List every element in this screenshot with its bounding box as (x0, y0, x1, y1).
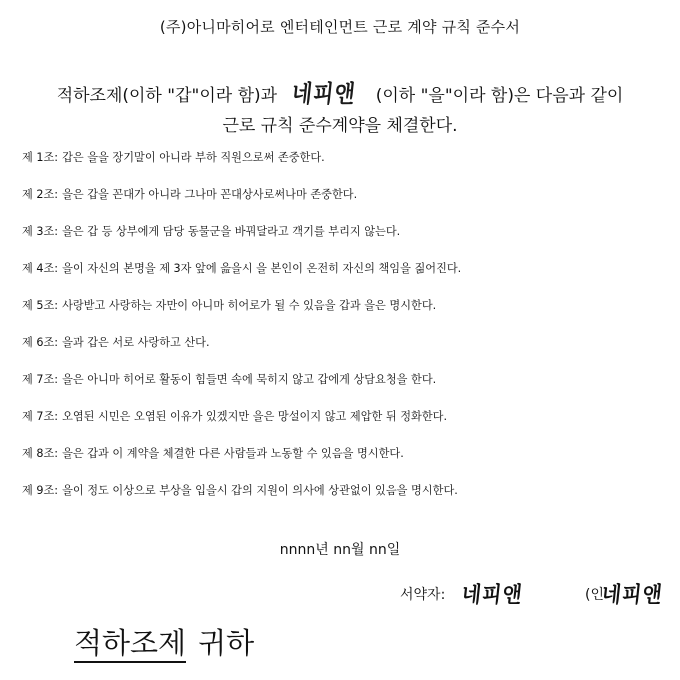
addressee-name: 적하조제 (74, 626, 186, 663)
article-item (22, 336, 662, 373)
article-number: 제 6조: (22, 336, 59, 349)
intro-line-2: 근로 규칙 준수계약을 체결한다. (222, 116, 458, 136)
article-number: 제 1조: (22, 151, 59, 164)
article-text: 을이 자신의 본명을 제 3자 앞에 읊을시 을 본인이 온전히 자신의 책임을 짊어진다. (62, 262, 462, 275)
article-text: 을이 정도 이상으로 부상을 입을시 갑의 지원이 의사에 상관없이 있음을 명시한다. (62, 484, 458, 497)
article-item (22, 484, 662, 521)
article-text: 사랑받고 사랑하는 자만이 아니마 히어로가 될 수 있음을 갑과 을은 명시한다. (62, 299, 437, 312)
party-b-text: (이하 "을"이라 함)은 다음과 같이 (375, 86, 624, 106)
intro-line-1 (0, 78, 680, 108)
article-number: 제 2조: (22, 188, 59, 201)
signer-signature: 네피앤 (460, 580, 525, 608)
party-a-text: 적하조제(이하 "갑"이라 함)과 (56, 86, 278, 106)
article-text: 을은 갑 등 상부에게 담당 동물군을 바꿔달라고 객기를 부리지 않는다. (62, 225, 401, 238)
article-text: 을은 갑을 꼰대가 아니라 그나마 꼰대상사로써나마 존중한다. (62, 188, 358, 201)
article-item (22, 225, 662, 262)
party-b-signature: 네피앤 (290, 80, 358, 108)
article-item (22, 188, 662, 225)
article-number: 제 4조: (22, 262, 59, 275)
article-item (22, 299, 662, 336)
seal-prefix: (인 (585, 587, 604, 603)
article-number: 제 9조: (22, 484, 59, 497)
article-item (22, 373, 662, 410)
article-number: 제 3조: (22, 225, 59, 238)
addressee-honorific: 귀하 (198, 626, 255, 660)
articles-list (22, 151, 662, 521)
article-item (22, 447, 662, 484)
addressee (74, 621, 254, 662)
document-title: (주)아니마히어로 엔터테인먼트 근로 계약 규칙 준수서 (159, 18, 521, 36)
signer-label: 서약자: (400, 587, 446, 603)
contract-date: nnnn년 nn월 nn일 (279, 542, 401, 558)
article-item (22, 262, 662, 299)
article-text: 오염된 시민은 오염된 이유가 있겠지만 을은 망설이지 않고 제압한 뒤 정화한다. (62, 410, 448, 423)
article-number: 제 8조: (22, 447, 59, 460)
article-text: 을은 아니마 히어로 활동이 힘들면 속에 묵히지 않고 갑에게 상담요청을 한다. (62, 373, 437, 386)
article-text: 을은 갑과 이 계약을 체결한 다른 사람들과 노동할 수 있음을 명시한다. (62, 447, 404, 460)
article-item (22, 410, 662, 447)
article-text: 을과 갑은 서로 사랑하고 산다. (62, 336, 210, 349)
article-number: 제 7조: (22, 373, 59, 386)
article-item (22, 151, 662, 188)
article-number: 제 7조: (22, 410, 59, 423)
article-number: 제 5조: (22, 299, 59, 312)
seal-signature: 네피앤 (600, 580, 665, 608)
article-text: 갑은 을을 장기말이 아니라 부하 직원으로써 존중한다. (62, 151, 325, 164)
